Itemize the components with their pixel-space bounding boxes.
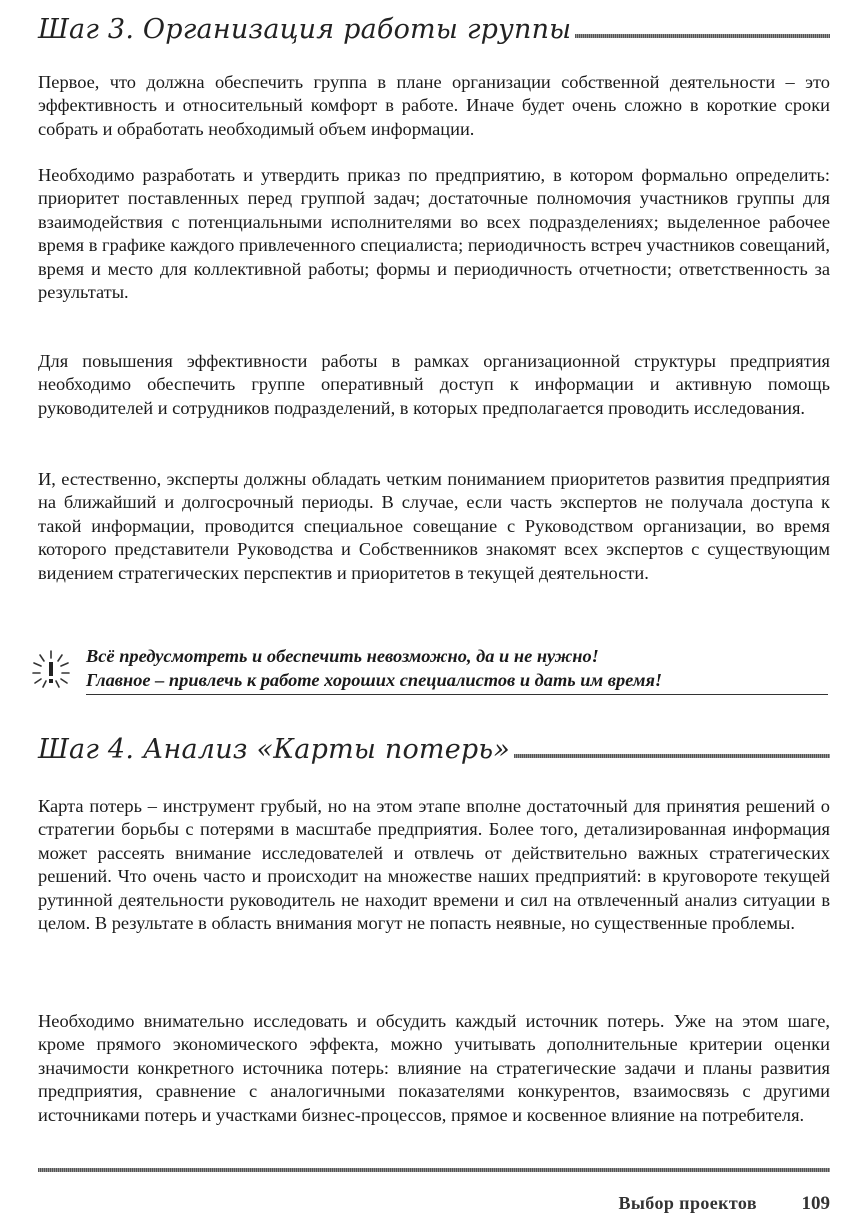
step3-paragraph: И, естественно, эксперты должны обладать четким пониманием приоритетов развития предприятия на ближайший и долгосрочный периоды. В случае, если часть экспертов не получала доступа к такой информации, проводится специальное совещание с Руководством организации, во время которого представители Руководства и Собственников знакомят всех экспертов с существующим видением стратегических перспектив и приоритетов в текущей деятельности. [38, 469, 830, 583]
note-line-1: Всё предусмотреть и обеспечить невозможно, да и не нужно! [86, 646, 599, 666]
note-underline [86, 694, 828, 695]
book-page [38, 0, 830, 1228]
step3-heading: Шаг 3. Организация работы группы [38, 14, 572, 45]
note-callout [38, 644, 798, 700]
footer-rule [38, 1168, 830, 1172]
step4-paragraph: Карта потерь – инструмент грубый, но на этом этапе вполне достаточный для принятия решений о стратегии борьбы с потерями в масштабе предприятия. Более того, детализированная информация может рассеять внимание исследователей и отвлечь от действительно важных стратегических решений. Что очень часто и происходит на множестве наших предприятий: в круговороте текущей рутинной деятельности руководитель не находит времени и сил на отвлеченный анализ ситуации в целом. В результате в область внимания могут не попасть неявные, но существенные проблемы. [38, 796, 830, 934]
heading-rule [514, 754, 830, 758]
step4-heading-row [38, 734, 830, 765]
step3-paragraph: Для повышения эффективности работы в рамках организационной структуры предприятия необходимо обеспечить группе оперативный доступ к информации и активную помощь руководителей и сотрудников подразделений, в которых предполагается проводить исследования. [38, 351, 830, 418]
heading-rule [575, 34, 830, 38]
note-line-2: Главное – привлечь к работе хороших специалистов и дать им время! [86, 670, 663, 690]
footer-section-title: Выбор проектов [618, 1193, 757, 1213]
step4-paragraph: Необходимо внимательно исследовать и обсудить каждый источник потерь. Уже на этом шаге, кроме прямого экономического эффекта, можно учитывать дополнительные критерии оценки значимости конкретного источника потерь: влияние на стратегические задачи и планы развития предприятия, сравнение с аналогичными показателями конкурентов, взаимосвязь с другими источниками потерь и участками бизнес-процессов, прямое и косвенное влияние на потребителя. [38, 1011, 830, 1125]
step4-heading: Шаг 4. Анализ «Карты потерь» [38, 734, 510, 765]
page-number: 109 [801, 1193, 830, 1214]
step3-paragraph: Необходимо разработать и утвердить приказ по предприятию, в котором формально определить: приоритет поставленных перед группой задач; достаточные полномочия участников группы для взаимодействия с потенциальными исполнителями во всех подразделениях; выделенное рабочее время в графике каждого привлеченного специалиста; периодичность встреч участников совещаний, время и место для коллективной работы; формы и периодичность отчетности; ответственность за результаты. [38, 165, 830, 303]
page-footer [618, 1193, 830, 1215]
step3-heading-row [38, 14, 830, 45]
idea-burst-icon [30, 648, 72, 690]
step3-paragraph: Первое, что должна обеспечить группа в плане организации собственной деятельности – это эффективность и относительный комфорт в работе. Иначе будет очень сложно в короткие сроки собрать и обработать необходимый объем информации. [38, 72, 830, 139]
